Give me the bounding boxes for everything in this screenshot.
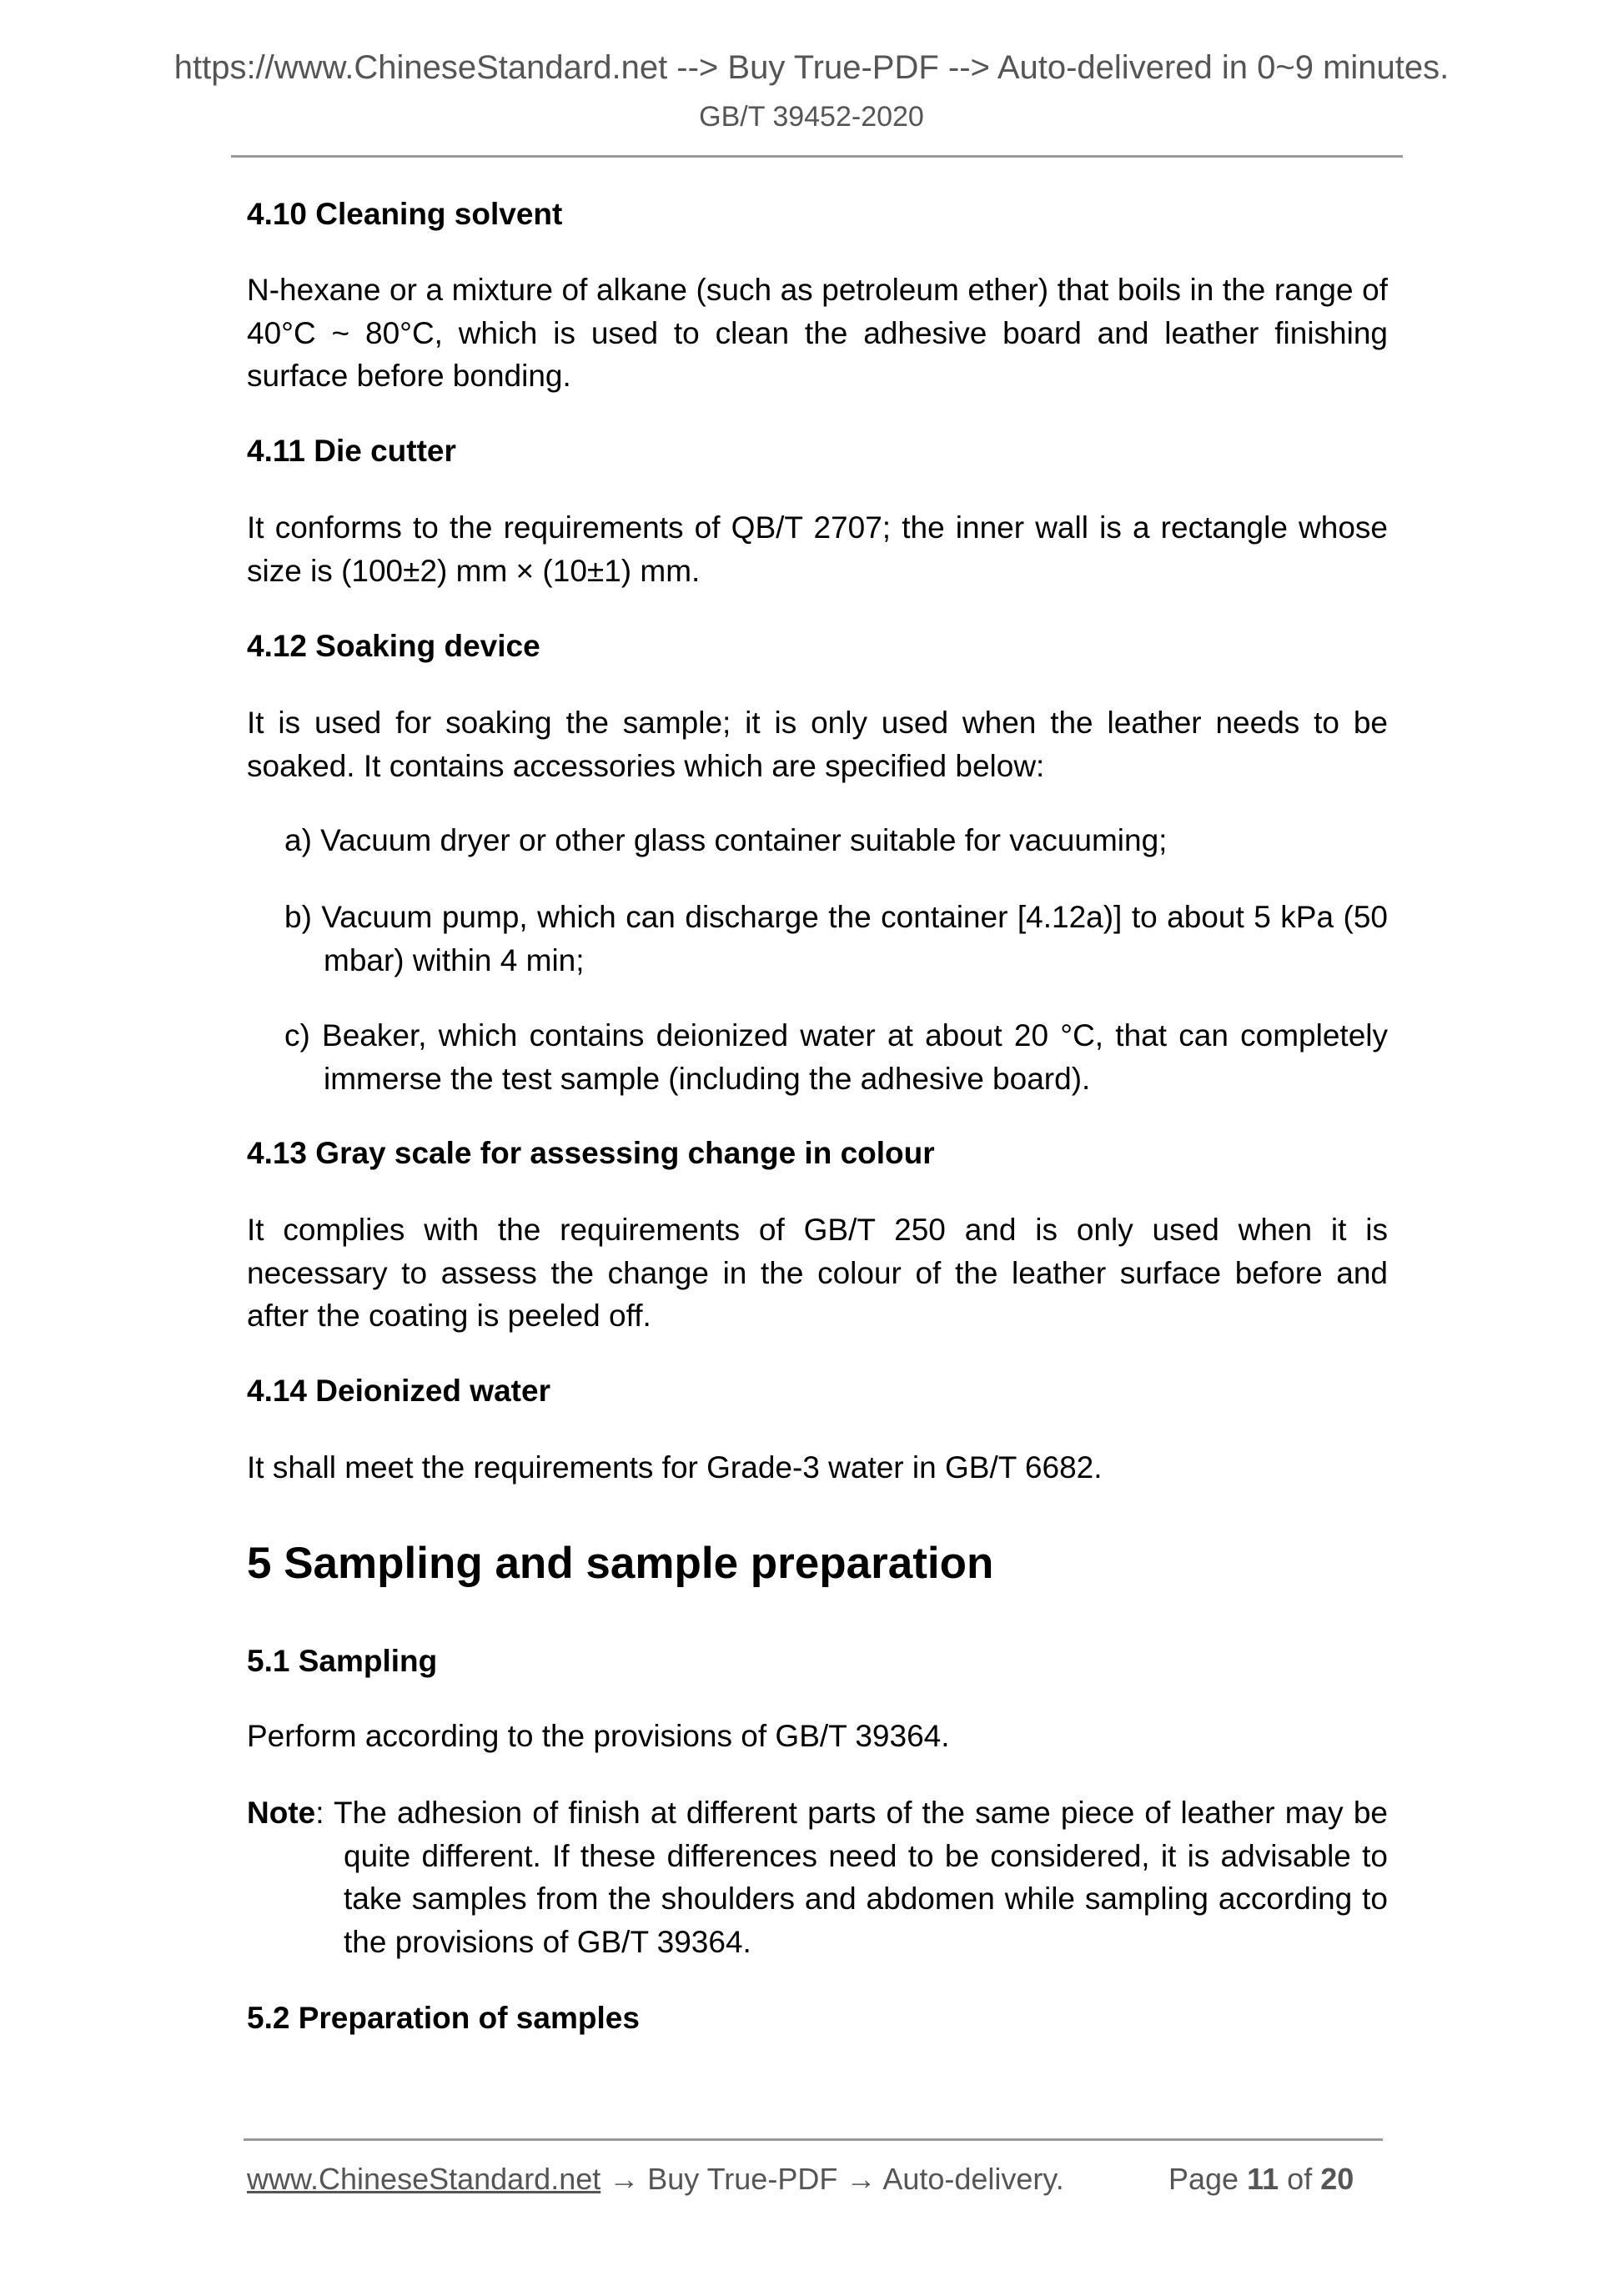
document-id: GB/T 39452-2020: [699, 101, 924, 133]
of-label: of: [1287, 2162, 1313, 2196]
list-item-c: c) Beaker, which contains deionized water at about 20 °C, that can completely immerse the test sample (including the adhesive board).: [284, 1018, 1388, 1096]
page-label: Page: [1168, 2162, 1239, 2196]
heading-4-14: 4.14 Deionized water: [247, 1374, 550, 1408]
footer-link[interactable]: www.ChineseStandard.net: [247, 2162, 601, 2196]
footer-tagline: → Buy True-PDF → Auto-delivery.: [600, 2162, 1064, 2196]
page-indicator: [1168, 2160, 1354, 2198]
paragraph-4-10: N-hexane or a mixture of alkane (such as petroleum ether) that boils in the range of 40°C ~ 80°C, which is used to clean the adhesive board and leather finishing surface before bonding.: [247, 273, 1388, 393]
heading-4-10: 4.10 Cleaning solvent: [247, 197, 563, 231]
heading-4-11: 4.11 Die cutter: [247, 434, 456, 468]
header-divider: [231, 155, 1403, 158]
list-item-b: b) Vacuum pump, which can discharge the container [4.12a)] to about 5 kPa (50 mbar) within 4 min;: [284, 900, 1388, 977]
paragraph-4-13: It complies with the requirements of GB/T 250 and is only used when it is necessary to assess the change in the colour of the leather surface before and after the coating is peeled off.: [247, 1213, 1388, 1333]
heading-5-1: 5.1 Sampling: [247, 1644, 438, 1678]
page-total: 20: [1320, 2162, 1354, 2196]
heading-4-13: 4.13 Gray scale for assessing change in colour: [247, 1136, 935, 1170]
note-text: : The adhesion of finish at different parts of the same piece of leather may be quite different. If these differences need to be considered, it is advisable to take samples from the shoulders and abdomen while sampling according to the provisions of GB/T 39364.: [315, 1796, 1388, 1959]
paragraph-4-12: It is used for soaking the sample; it is only used when the leather needs to be soaked. It contains accessories which are specified below:: [247, 706, 1388, 783]
paragraph-5-1: Perform according to the provisions of GB/T 39364.: [247, 1719, 950, 1753]
page-number: 11: [1247, 2162, 1279, 2196]
list-item-a: a) Vacuum dryer or other glass container suitable for vacuuming;: [284, 823, 1168, 857]
footer-divider: [244, 2138, 1383, 2141]
heading-5: 5 Sampling and sample preparation: [247, 1539, 994, 1588]
footer-text: [247, 2160, 1064, 2198]
heading-4-12: 4.12 Soaking device: [247, 629, 540, 663]
paragraph-4-11: It conforms to the requirements of QB/T 2707; the inner wall is a rectangle whose size is (100±2) mm × (10±1) mm.: [247, 510, 1388, 588]
paragraph-4-14: It shall meet the requirements for Grade-3 water in GB/T 6682.: [247, 1450, 1103, 1485]
note: [247, 1791, 1388, 1963]
header-banner: https://www.ChineseStandard.net --> Buy True-PDF --> Auto-delivered in 0~9 minutes.: [173, 49, 1450, 86]
note-label: Note: [247, 1796, 316, 1830]
heading-5-2: 5.2 Preparation of samples: [247, 2001, 640, 2035]
